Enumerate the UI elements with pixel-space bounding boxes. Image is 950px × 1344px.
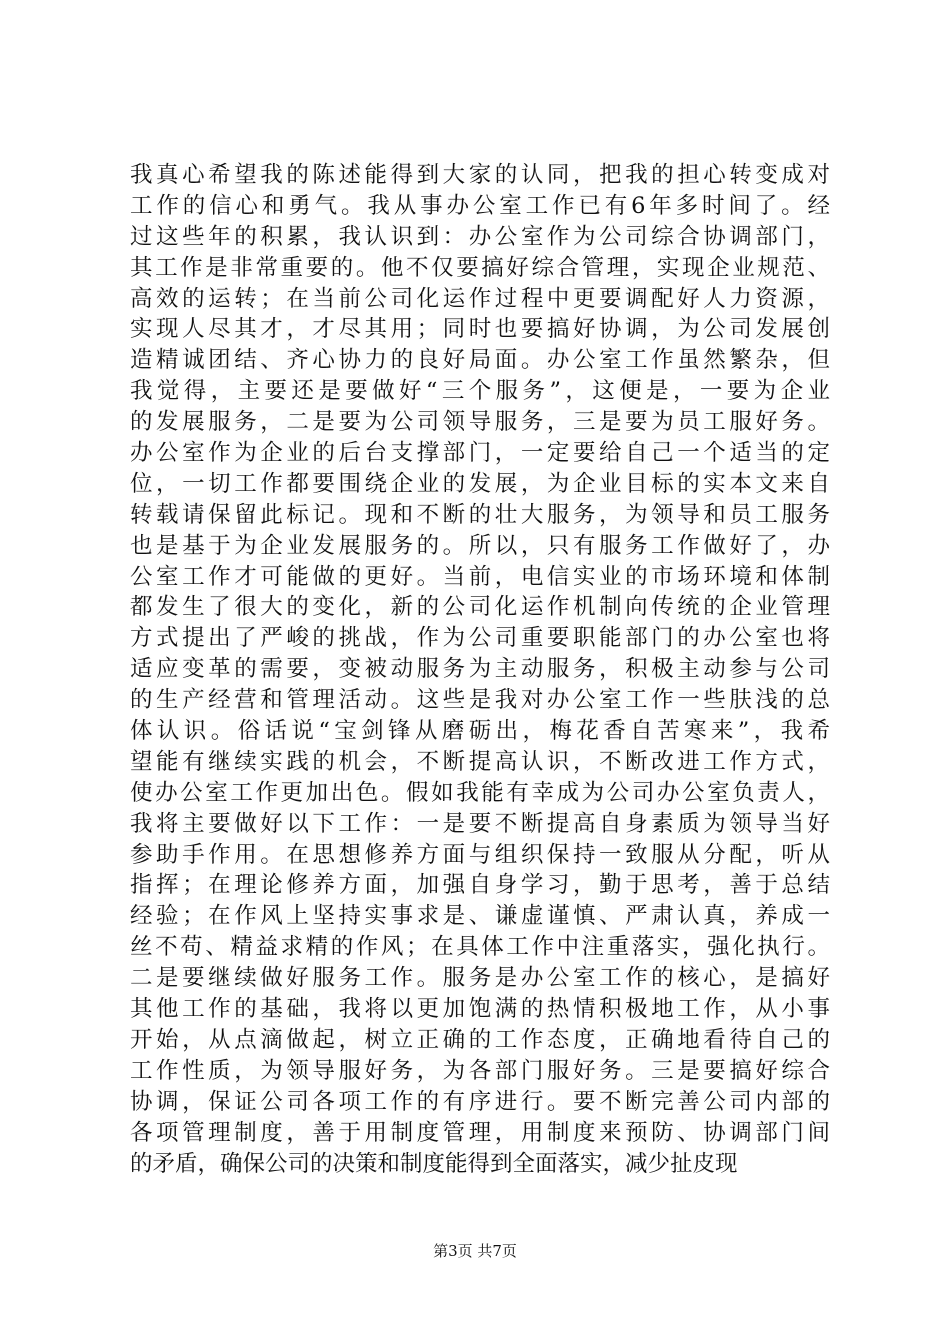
body-text	[130, 160, 830, 1179]
text-line: 的发展服务，二是要为公司领导服务，三是要为员工服好务。	[130, 409, 830, 436]
text-line: 工作的信心和勇气。我从事办公室工作已有6年多时间了。经	[130, 192, 830, 219]
text-line: 经验；在作风上坚持实事求是、谦虚谨慎、严肃认真，养成一	[130, 903, 830, 930]
text-line: 协调，保证公司各项工作的有序进行。要不断完善公司内部的	[130, 1088, 830, 1115]
text-line: 工作性质，为领导服好务，为各部门服好务。三是要搞好综合	[130, 1057, 830, 1084]
text-line: 也是基于为企业发展服务的。所以，只有服务工作做好了，办	[130, 532, 830, 559]
text-line: 使办公室工作更加出色。假如我能有幸成为公司办公室负责人，	[130, 779, 830, 806]
text-line: 其工作是非常重要的。他不仅要搞好综合管理，实现企业规范、	[130, 254, 830, 281]
text-line: 开始，从点滴做起，树立正确的工作态度，正确地看待自己的	[130, 1026, 830, 1053]
page-number-footer: 第3页 共7页	[433, 1242, 517, 1260]
text-line: 我觉得，主要还是要做好“三个服务”，这便是，一要为企业	[130, 378, 830, 405]
text-line: 我将主要做好以下工作：一是要不断提高自身素质为领导当好	[130, 810, 830, 837]
text-line: 各项管理制度，善于用制度管理，用制度来预防、协调部门间	[130, 1119, 830, 1146]
text-line: 过这些年的积累，我认识到：办公室作为公司综合协调部门，	[130, 223, 830, 250]
text-line: 我真心希望我的陈述能得到大家的认同，把我的担心转变成对	[130, 162, 830, 188]
text-line: 指挥；在理论修养方面，加强自身学习，勤于思考，善于总结	[130, 872, 830, 899]
text-line: 其他工作的基础，我将以更加饱满的热情积极地工作，从小事	[130, 996, 830, 1023]
text-line: 望能有继续实践的机会，不断提高认识，不断改进工作方式，	[130, 748, 830, 775]
text-line: 二是要继续做好服务工作。服务是办公室工作的核心，是搞好	[130, 965, 830, 992]
text-line: 方式提出了严峻的挑战，作为公司重要职能部门的办公室也将	[130, 625, 830, 652]
text-line: 丝不苟、精益求精的作风；在具体工作中注重落实，强化执行。	[130, 934, 830, 961]
text-line: 转载请保留此标记。现和不断的壮大服务，为领导和员工服务	[130, 501, 830, 528]
text-line: 高效的运转；在当前公司化运作过程中更要调配好人力资源，	[130, 285, 830, 312]
text-line: 位，一切工作都要围绕企业的发展，为企业目标的实本文来自	[130, 470, 830, 497]
text-line: 参助手作用。在思想修养方面与组织保持一致服从分配，听从	[130, 841, 830, 868]
text-line: 体认识。俗话说“宝剑锋从磨砺出，梅花香自苦寒来”，我希	[130, 718, 830, 745]
text-line: 的矛盾，确保公司的决策和制度能得到全面落实，减少扯皮现	[130, 1150, 738, 1177]
text-line: 实现人尽其才，才尽其用；同时也要搞好协调，为公司发展创	[130, 316, 830, 343]
text-line: 公室工作才可能做的更好。当前，电信实业的市场环境和体制	[130, 563, 830, 590]
text-line: 办公室作为企业的后台支撑部门，一定要给自己一个适当的定	[130, 440, 830, 467]
text-line: 的生产经营和管理活动。这些是我对办公室工作一些肤浅的总	[130, 687, 830, 714]
text-line: 造精诚团结、齐心协力的良好局面。办公室工作虽然繁杂，但	[130, 347, 830, 374]
text-line: 都发生了很大的变化，新的公司化运作机制向传统的企业管理	[130, 594, 830, 621]
text-line: 适应变革的需要，变被动服务为主动服务，积极主动参与公司	[130, 656, 830, 683]
